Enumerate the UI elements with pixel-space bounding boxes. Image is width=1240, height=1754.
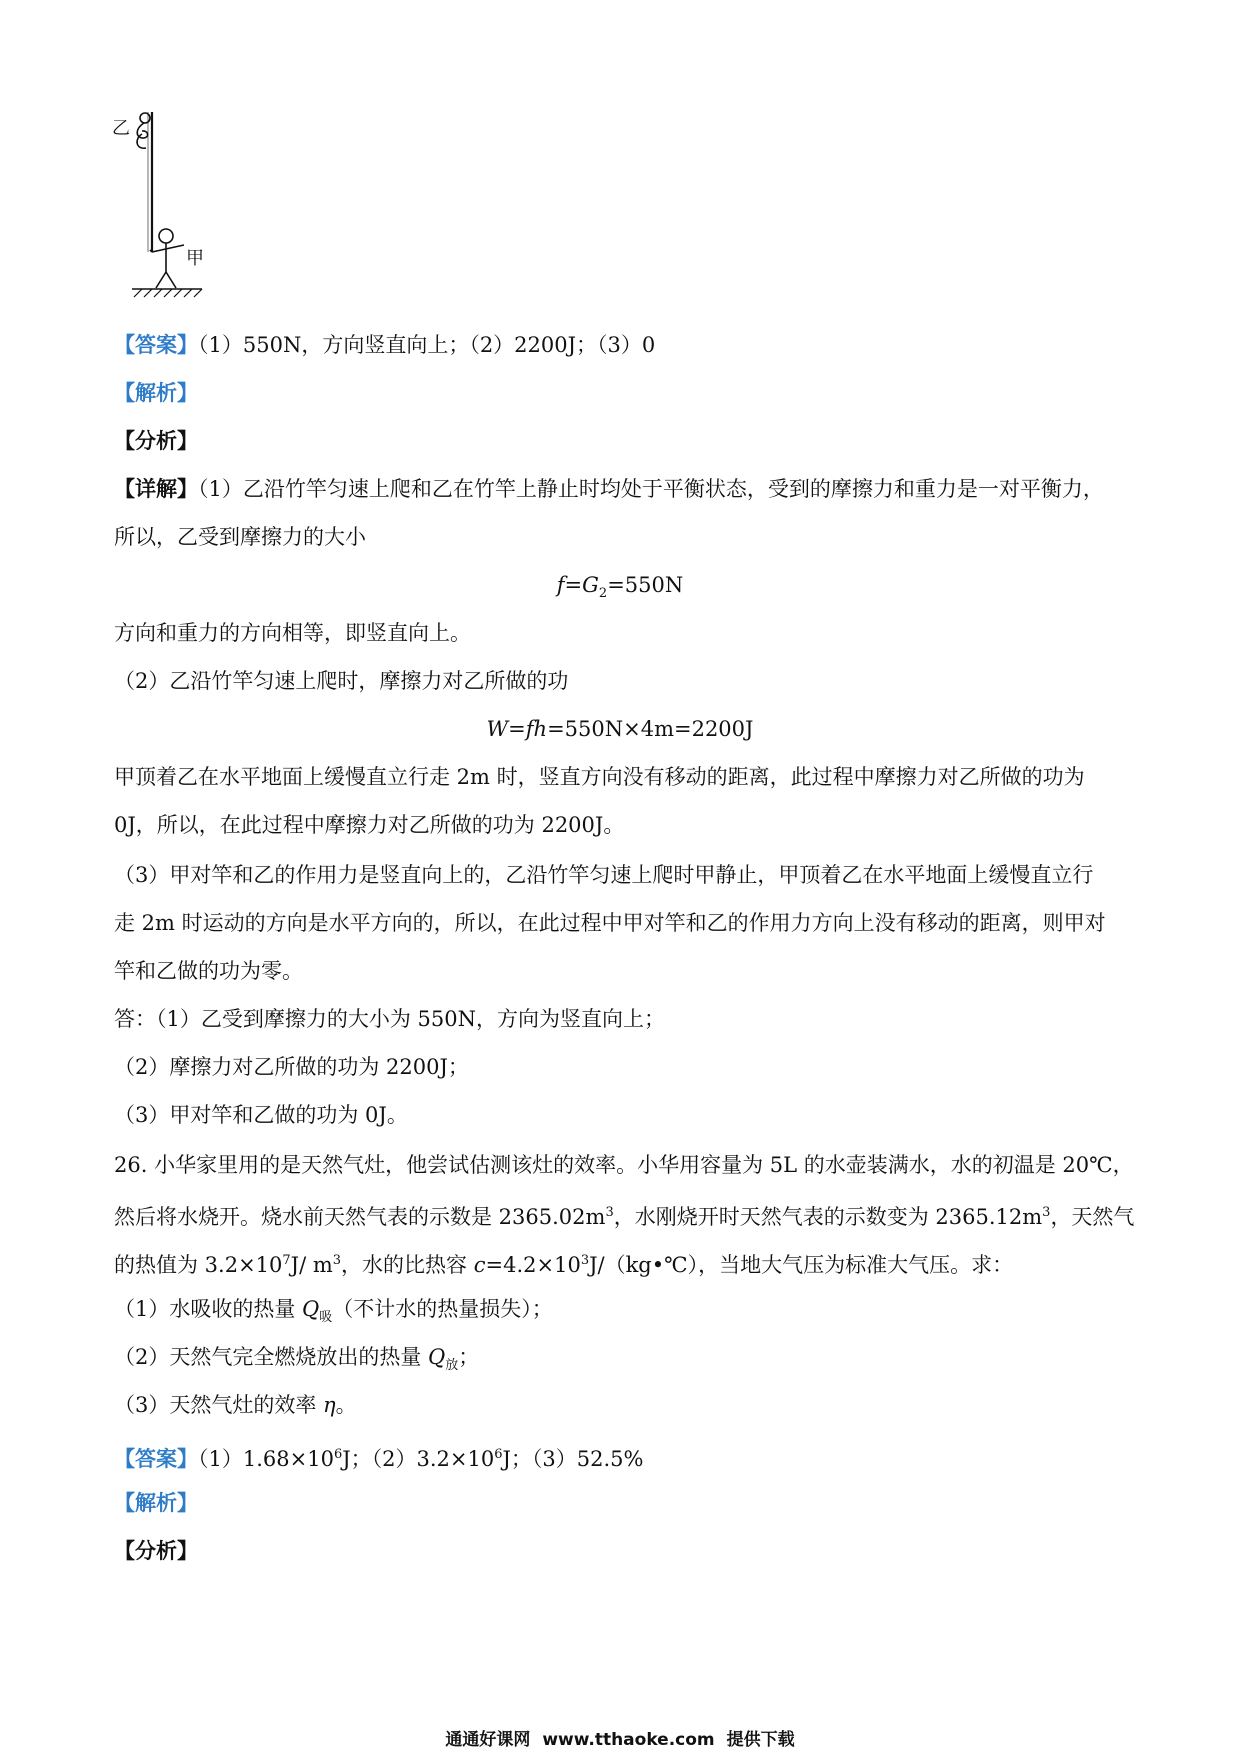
- var-eta: η: [323, 1393, 336, 1417]
- q25-p2: 方向和重力的方向相等，即竖直向上。: [114, 621, 471, 645]
- q25-p3: （2）乙沿竹竿匀速上爬时，摩擦力对乙所做的功: [114, 669, 569, 693]
- footer-action: 提供下载: [726, 1730, 795, 1750]
- eq-sign: =: [564, 573, 583, 597]
- eq-rest: =550N×4m=2200J: [547, 717, 754, 741]
- sup: 6: [494, 1447, 503, 1462]
- equation-friction: [0, 570, 1240, 609]
- text: J/ m: [290, 1253, 333, 1277]
- q25-detail-p1: [114, 474, 1104, 504]
- sup: 6: [333, 1447, 343, 1462]
- detail-tag: 【详解】: [114, 476, 198, 501]
- text: ，水的比热容: [341, 1253, 474, 1277]
- person-jia: [150, 229, 184, 288]
- jiexi-tag: 【解析】: [114, 1490, 198, 1515]
- var-q: Q: [302, 1297, 320, 1321]
- text: J/（kg•℃），当地大气压为标准大气压。求：: [589, 1253, 1014, 1277]
- text: （3）天然气灶的效率: [114, 1393, 324, 1417]
- q26-req-3: [114, 1390, 357, 1420]
- eq-sign: =: [508, 717, 526, 741]
- text: J；（2）3.2×10: [342, 1447, 495, 1471]
- text: （1）1.68×10: [198, 1447, 334, 1471]
- q25-ans1: 答：（1）乙受到摩擦力的大小为 550N，方向为竖直向上；: [114, 1007, 665, 1031]
- q25-p4: 甲顶着乙在水平地面上缓慢直立行走 2m 时，竖直方向没有移动的距离，此过程中摩擦力对乙所做的功为: [114, 765, 1085, 789]
- q26-answer-line: [114, 1440, 644, 1474]
- ground: [132, 289, 202, 297]
- q26-stem-3: [114, 1246, 1013, 1280]
- sup: 3: [605, 1205, 614, 1220]
- label-yi: 乙: [112, 118, 130, 139]
- subscript: 2: [598, 586, 608, 602]
- paragraph: （1）乙沿竹竿匀速上爬和乙在竹竿上静止时均处于平衡状态，受到的摩擦力和重力是一对平衡力，: [198, 477, 1104, 501]
- jiexi-tag: 【解析】: [114, 380, 198, 405]
- text: （1）水吸收的热量: [114, 1297, 303, 1321]
- var-c: c: [473, 1253, 486, 1277]
- fenxi-tag: 【分析】: [114, 428, 198, 453]
- footer-url[interactable]: www.tthaoke.com: [542, 1730, 715, 1750]
- text: ，天然气: [1050, 1205, 1135, 1229]
- sub: 放: [445, 1358, 459, 1374]
- var-g: G: [582, 573, 599, 597]
- sup: 3: [1042, 1205, 1051, 1220]
- q25-p5c: 竿和乙做的功为零。: [114, 959, 303, 983]
- text: （不计水的热量损失）；: [332, 1297, 553, 1321]
- q25-fenxi: [114, 426, 198, 456]
- q25-p5b: 走 2m 时运动的方向是水平方向的，所以，在此过程中甲对竿和乙的作用力方向上没有移动的距离，则甲对: [114, 911, 1106, 935]
- var-q: Q: [428, 1345, 446, 1369]
- answer-tag: 【答案】: [114, 332, 198, 357]
- q25-p4b: 0J，所以，在此过程中摩擦力对乙所做的功为 2200J。: [114, 813, 625, 837]
- climbing-pole-figure: [112, 104, 222, 304]
- q26-jiexi: [114, 1488, 198, 1518]
- text: 。: [335, 1393, 357, 1417]
- text: （2）天然气完全燃烧放出的热量: [114, 1345, 429, 1369]
- q26-req-2: [114, 1342, 479, 1381]
- text: =4.2×10: [485, 1253, 581, 1277]
- q25-p5: （3）甲对竿和乙的作用力是竖直向上的，乙沿竹竿匀速上爬时甲静止，甲顶着乙在水平地面上缓慢直立行: [114, 863, 1094, 887]
- text: 的热值为 3.2×10: [114, 1253, 283, 1277]
- text: J；（3）52.5%: [502, 1447, 644, 1471]
- text: 然后将水烧开。烧水前天然气表的示数是 2365.02m: [114, 1205, 606, 1229]
- answer-text: （1）550N，方向竖直向上；（2）2200J；（3）0: [198, 333, 656, 357]
- fenxi-tag: 【分析】: [114, 1538, 198, 1563]
- var-w: W: [486, 717, 509, 741]
- sup: 3: [332, 1253, 342, 1268]
- footer-site: 通通好课网: [445, 1730, 531, 1750]
- answer-tag: 【答案】: [114, 1446, 198, 1471]
- text: ，水刚烧开时天然气表的示数变为 2365.12m: [613, 1205, 1043, 1229]
- sup: 3: [580, 1253, 590, 1268]
- sup: 7: [282, 1253, 291, 1268]
- q25-ans3: （3）甲对竿和乙做的功为 0J。: [114, 1103, 408, 1127]
- text: ；: [458, 1345, 480, 1369]
- sub: 吸: [319, 1310, 333, 1326]
- page-footer: [0, 1725, 1240, 1750]
- label-jia: 甲: [186, 248, 204, 269]
- q25-ans2: （2）摩擦力对乙所做的功为 2200J；: [114, 1055, 469, 1079]
- q25-answer-line: [114, 330, 655, 360]
- equation-work: [0, 714, 1240, 744]
- var-f: f: [556, 573, 565, 597]
- q26-req-1: [114, 1294, 553, 1333]
- q26-stem-2: [114, 1198, 1134, 1232]
- var-fh: fh: [525, 717, 548, 741]
- q25-jiexi: [114, 378, 198, 408]
- q25-p1b: 所以，乙受到摩擦力的大小: [114, 525, 366, 549]
- eq-rest: =550N: [607, 573, 684, 597]
- q26-fenxi: [114, 1536, 198, 1566]
- q26-stem-1: 26. 小华家里用的是天然气灶，他尝试估测该灶的效率。小华用容量为 5L 的水壶装满水，水的初温是 20℃，: [114, 1153, 1134, 1177]
